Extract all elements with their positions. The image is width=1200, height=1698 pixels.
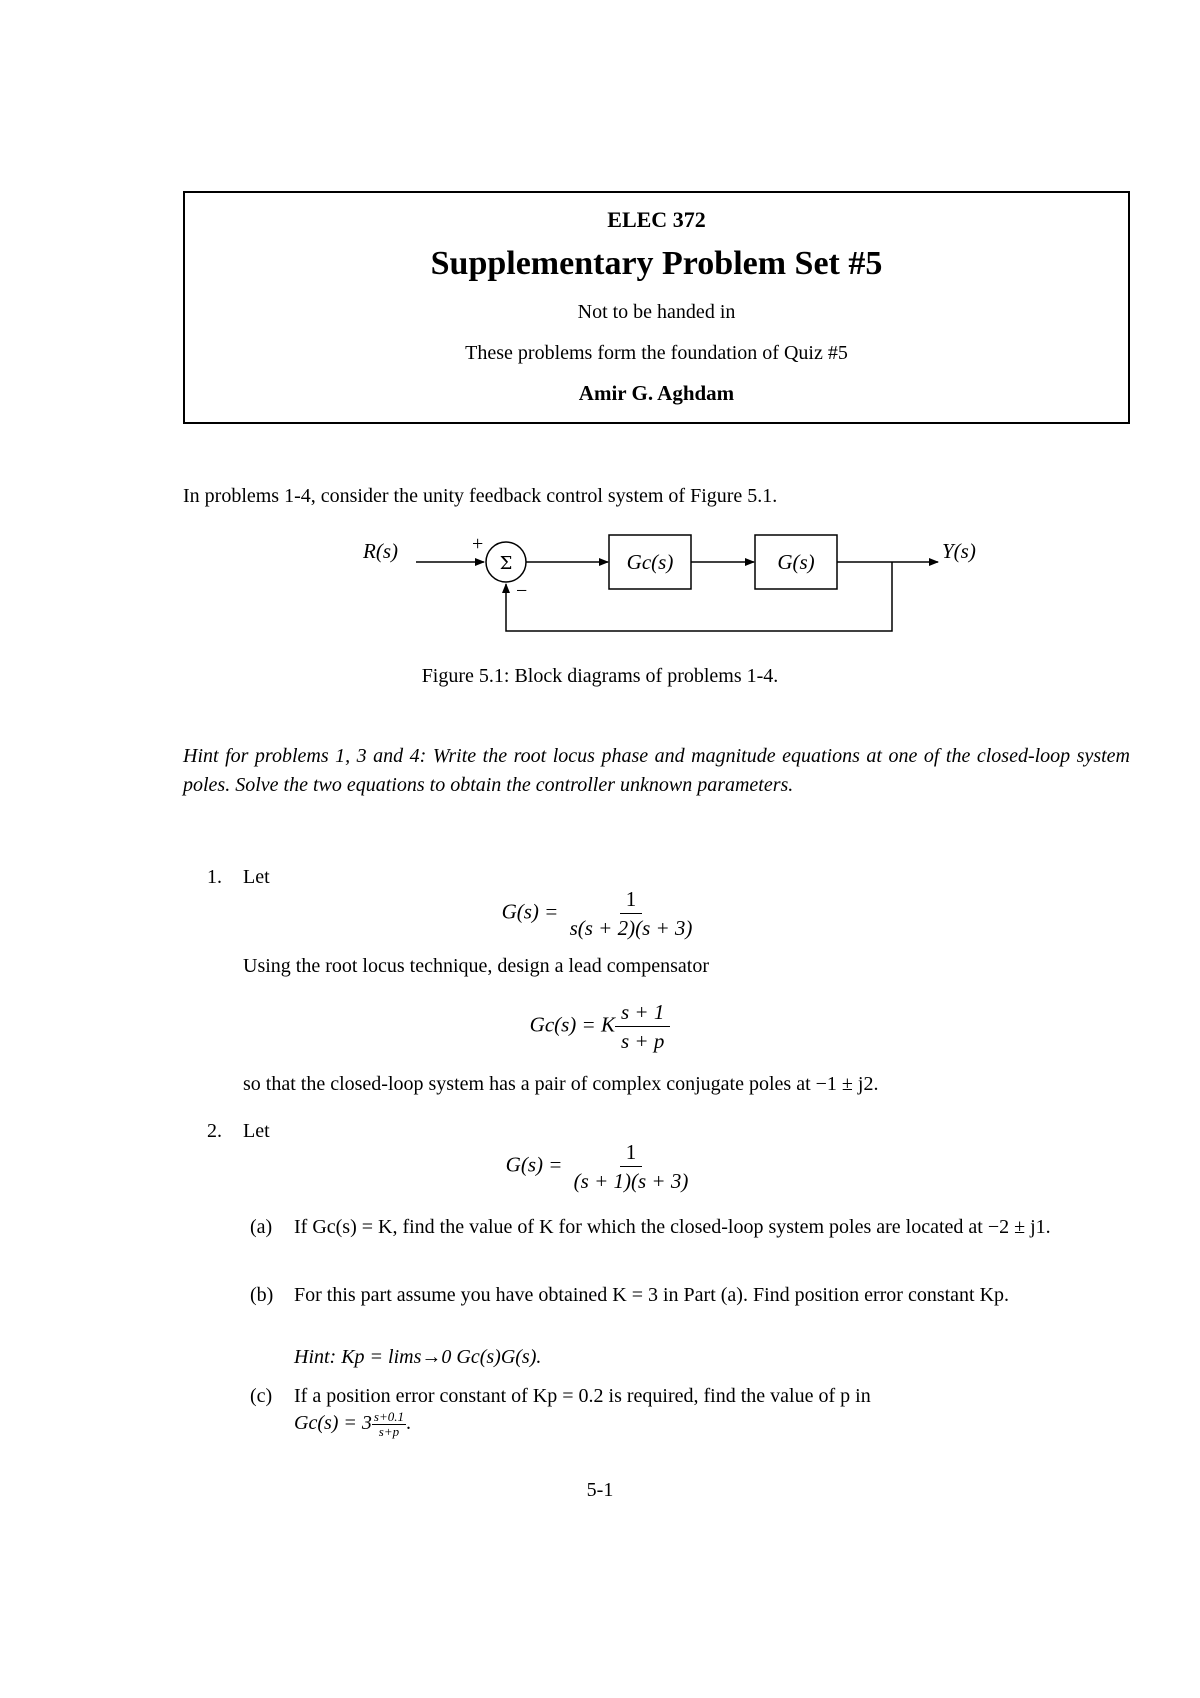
problem-2-part-a: [250, 1213, 1130, 1242]
controller-label: Gc(s): [626, 550, 674, 574]
fraction-denominator: s+p: [378, 1424, 400, 1439]
plant-label: G(s): [777, 550, 815, 574]
minus-sign: −: [516, 580, 528, 602]
equation-end: .: [406, 1412, 412, 1435]
fraction-numerator: 1: [620, 1138, 643, 1167]
fraction-denominator: (s + 1)(s + 3): [573, 1169, 689, 1193]
problem-1-let: Let: [243, 866, 270, 888]
equation-fraction: [615, 998, 670, 1055]
output-label: Y(s): [942, 539, 976, 563]
document-subtitle: Not to be handed in: [577, 301, 736, 323]
document-note: These problems form the foundation of Quiz #5: [465, 342, 848, 364]
problem-2-let: Let: [243, 1120, 270, 1142]
equation-lhs: G(s) =: [501, 899, 559, 924]
problem-2-part-b: [250, 1281, 1130, 1310]
page-number: 5-1: [586, 1479, 614, 1501]
course-code: ELEC 372: [607, 207, 706, 232]
problem-2-part-b-hint: Hint: Kp = lims→0 Gc(s)G(s).: [294, 1346, 542, 1368]
part-text: For this part assume you have obtained K = 3 in Part (a). Find position error constant Kp.: [294, 1284, 1010, 1306]
block-diagram: [350, 522, 976, 642]
equation-fraction: [372, 1410, 406, 1439]
fraction-numerator: s+0.1: [373, 1409, 405, 1424]
problem-2-part-c: [250, 1382, 1130, 1411]
equation-lhs: Gc(s) = K: [529, 1012, 615, 1037]
equation-lhs: Gc(s) = 3: [294, 1412, 372, 1435]
intro-paragraph: In problems 1-4, consider the unity feedback control system of Figure 5.1.: [183, 485, 778, 507]
fraction-denominator: s(s + 2)(s + 3): [569, 916, 693, 940]
problem-2-part-c-equation: [294, 1410, 411, 1439]
equation-lhs: G(s) =: [505, 1152, 563, 1177]
input-label: R(s): [363, 539, 398, 563]
part-text: If Gc(s) = K, find the value of K for which the closed-loop system poles are located at −2 ± j1.: [294, 1216, 1051, 1238]
problem-2-number: 2.: [207, 1120, 222, 1142]
header-box: [183, 191, 1130, 424]
equation-fraction: [564, 885, 699, 942]
sum-symbol: Σ: [499, 553, 513, 574]
fraction-numerator: s + 1: [615, 998, 670, 1027]
problem-1-number: 1.: [207, 866, 222, 888]
document-author: Amir G. Aghdam: [578, 381, 735, 405]
hint-paragraph: Hint for problems 1, 3 and 4: Write the root locus phase and magnitude equations at one of the closed-loop system poles. Solve the two equations to obtain the controller unknown parameters.: [183, 745, 1130, 796]
document-title: Supplementary Problem Set #5: [430, 245, 883, 282]
problem-2-plant-equation: [0, 1138, 1200, 1195]
fraction-denominator: s + p: [620, 1029, 665, 1053]
problem-1-requirement: so that the closed-loop system has a pair of complex conjugate poles at −1 ± j2.: [243, 1073, 879, 1095]
part-text: If a position error constant of Kp = 0.2 is required, find the value of p in: [294, 1385, 871, 1407]
part-label: (b): [250, 1284, 274, 1306]
part-label: (a): [250, 1216, 273, 1238]
part-label: (c): [250, 1385, 273, 1407]
problem-1-plant-equation: [0, 885, 1200, 942]
figure-caption: Figure 5.1: Block diagrams of problems 1-4.: [421, 665, 779, 687]
problem-1-compensator-equation: [0, 998, 1200, 1055]
feedback-path: [506, 562, 892, 631]
equation-fraction: [568, 1138, 695, 1195]
problem-1-text: Using the root locus technique, design a lead compensator: [243, 955, 709, 977]
fraction-numerator: 1: [620, 885, 643, 914]
plus-sign: +: [472, 533, 484, 555]
